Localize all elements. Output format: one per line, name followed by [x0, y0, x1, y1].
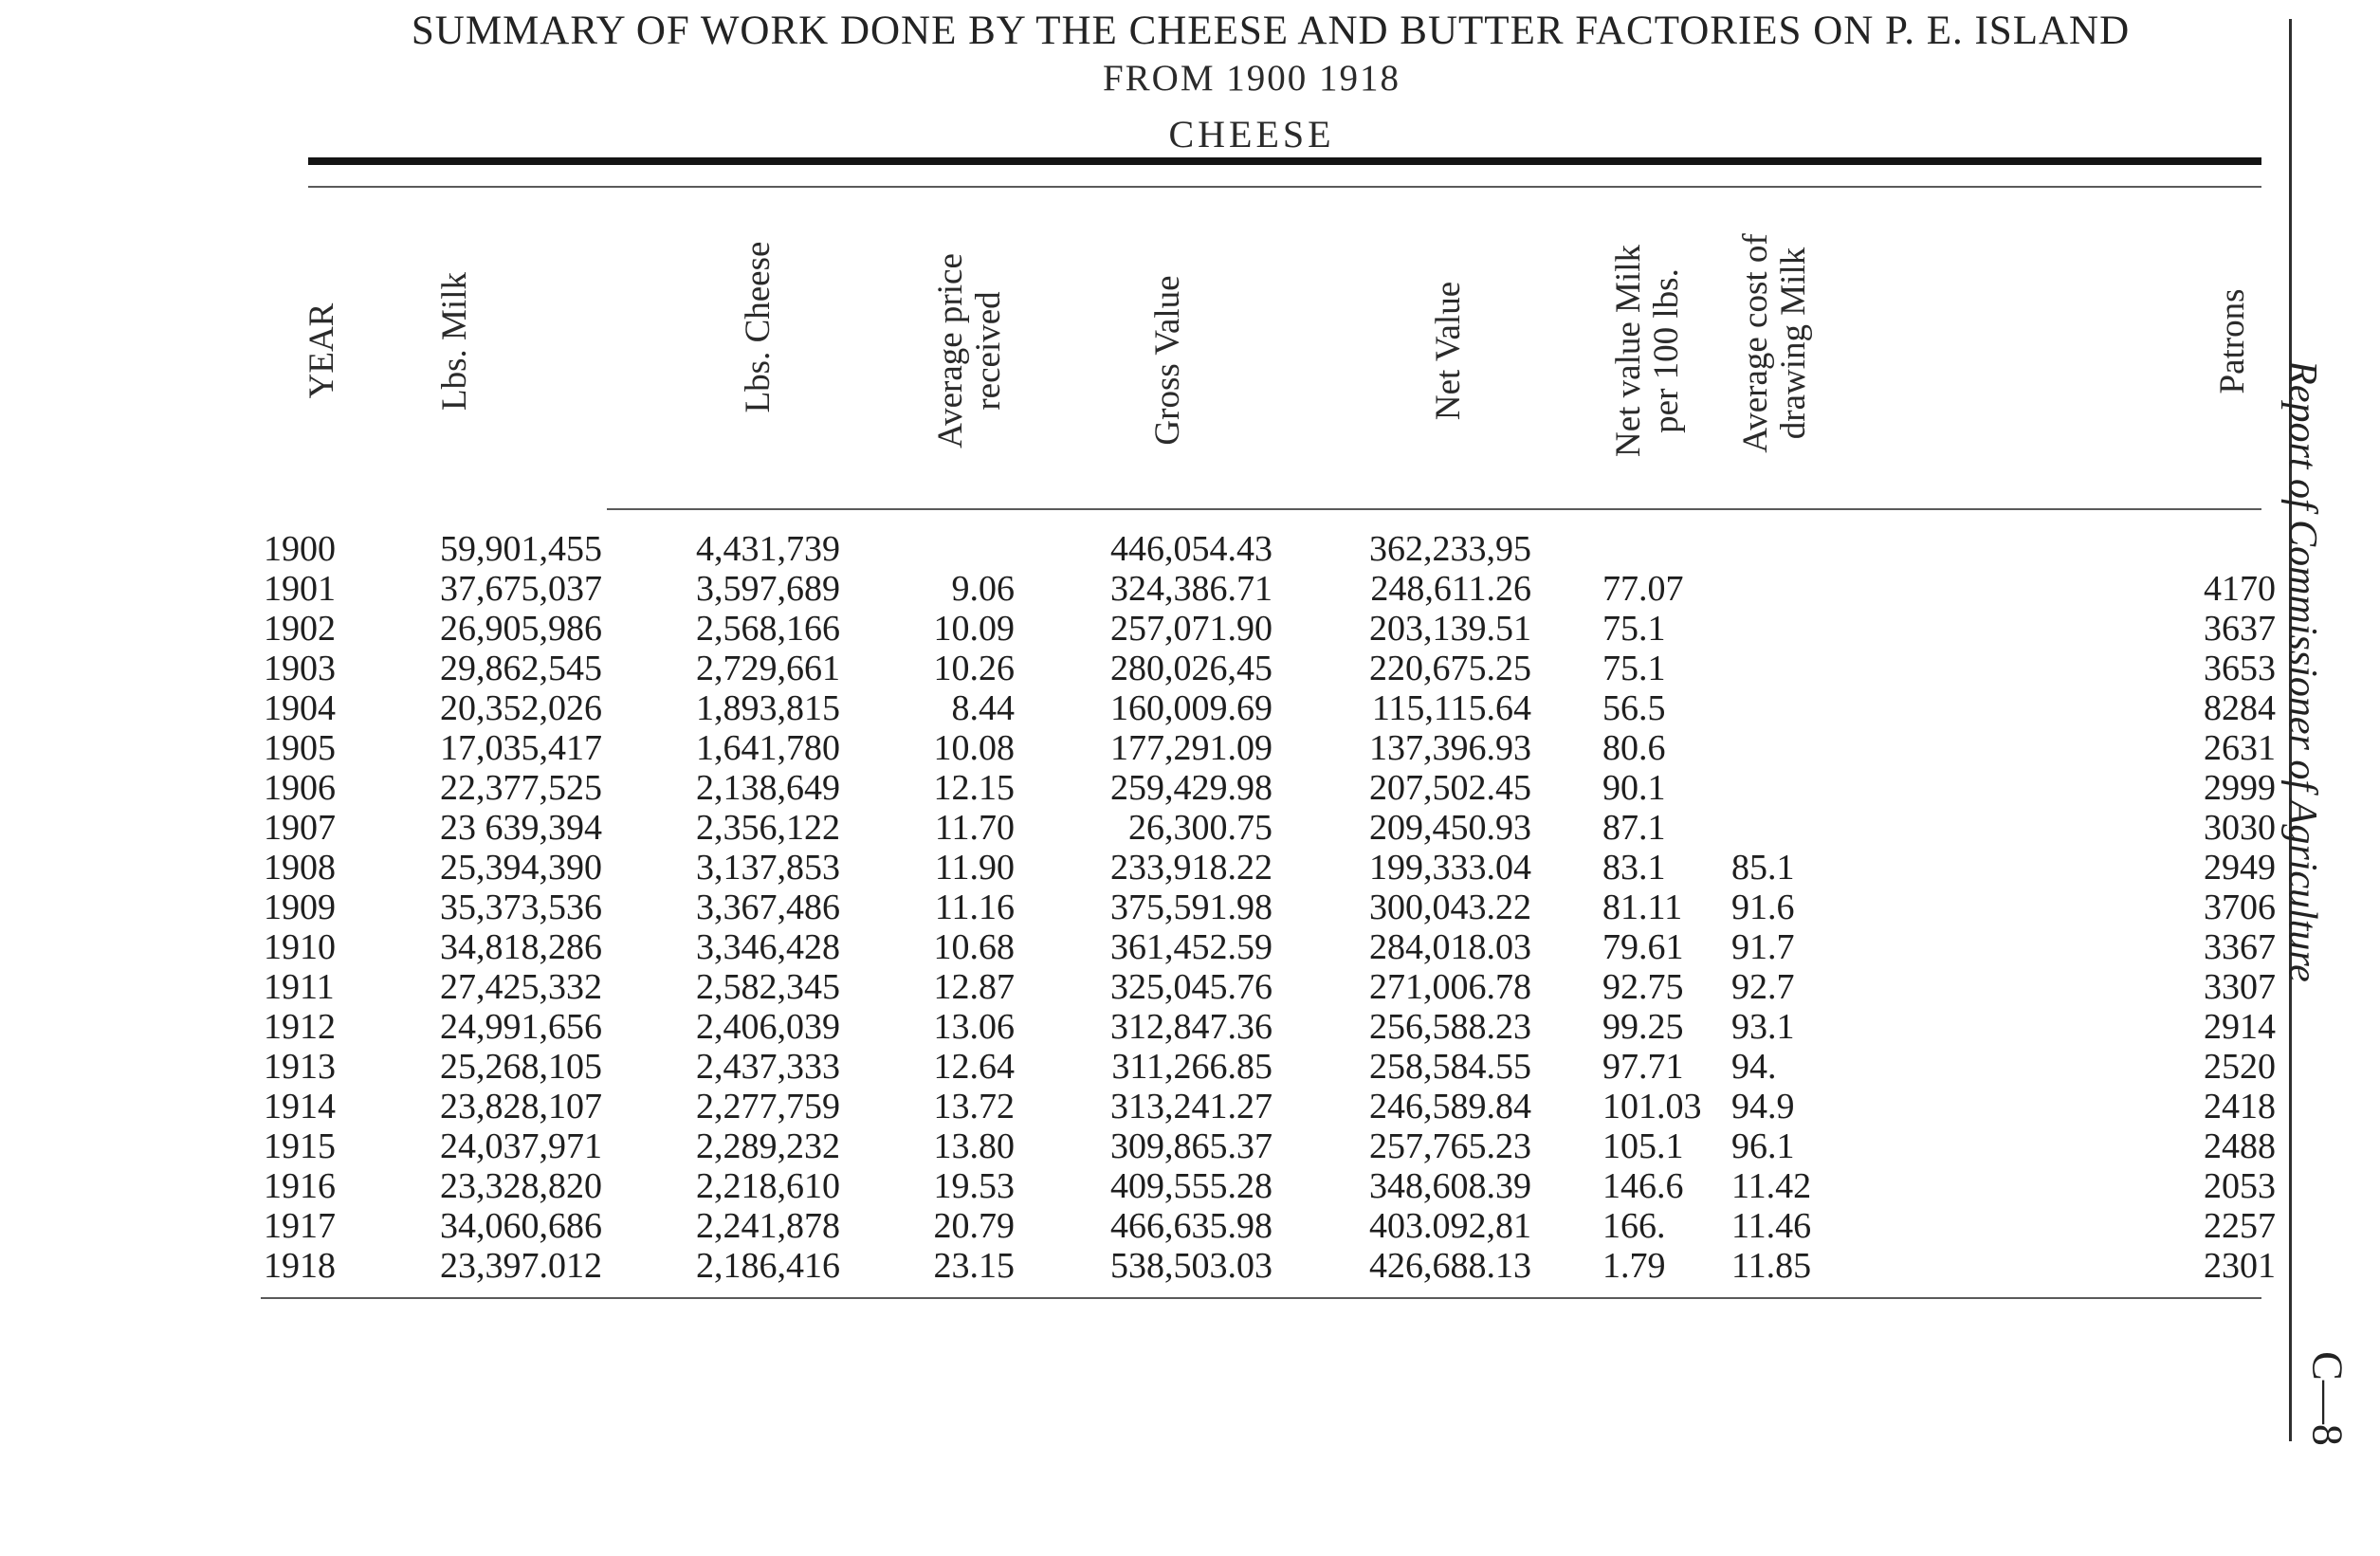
table-row: [0, 1206, 2380, 1246]
cell-average-price: 10.26: [933, 649, 1015, 688]
cell-cost-drawing-milk: 91.6: [1731, 888, 1795, 927]
cell-net-value-per-100: 87.1: [1602, 808, 1666, 848]
cell-patrons: 8284: [2204, 688, 2276, 728]
page-number: C—8: [2303, 1351, 2353, 1446]
cell-lbs-milk: 23,328,820: [440, 1166, 602, 1206]
cell-cost-drawing-milk: 94.9: [1731, 1087, 1795, 1126]
table-row: [0, 1126, 2380, 1166]
table-row: [0, 888, 2380, 927]
cell-net-value: 207,502.45: [1369, 768, 1531, 808]
cell-lbs-cheese: 1,893,815: [696, 688, 840, 728]
cell-gross-value: 26,300.75: [1128, 808, 1272, 848]
cell-lbs-cheese: 2,138,649: [696, 768, 840, 808]
cell-lbs-cheese: 2,218,610: [696, 1166, 840, 1206]
page-title: SUMMARY OF WORK DONE BY THE CHEESE AND BUTTER FACTORIES ON P. E. ISLAND: [411, 9, 2131, 53]
cell-patrons: 2914: [2204, 1007, 2276, 1047]
cell-net-value-per-100: 105.1: [1602, 1126, 1684, 1166]
header-rule-bottom: [607, 508, 2261, 510]
cell-patrons: 2418: [2204, 1087, 2276, 1126]
cell-patrons: 2301: [2204, 1246, 2276, 1286]
cell-net-value-per-100: 75.1: [1602, 609, 1666, 649]
cell-gross-value: 177,291.09: [1110, 728, 1272, 768]
table-row: [0, 808, 2380, 848]
table-row: [0, 529, 2380, 569]
table-row: [0, 848, 2380, 888]
table-row: [0, 967, 2380, 1007]
cell-net-value-per-100: 79.61: [1602, 927, 1684, 967]
cell-gross-value: 309,865.37: [1110, 1126, 1272, 1166]
cell-lbs-cheese: 2,289,232: [696, 1126, 840, 1166]
cell-net-value: 257,765.23: [1369, 1126, 1531, 1166]
cell-net-value-per-100: 83.1: [1602, 848, 1666, 888]
col-header-gross: Gross Value: [1148, 275, 1187, 446]
cell-gross-value: 466,635.98: [1110, 1206, 1272, 1246]
cell-patrons: 3030: [2204, 808, 2276, 848]
cell-patrons: 2488: [2204, 1126, 2276, 1166]
cell-lbs-milk: 24,037,971: [440, 1126, 602, 1166]
col-header-patrons: Patrons: [2213, 288, 2252, 394]
cell-average-price: 8.44: [951, 688, 1015, 728]
table-row: [0, 768, 2380, 808]
col-header-cost: [1737, 233, 1813, 453]
col-header-milk: Lbs. Milk: [435, 272, 474, 411]
cell-net-value-per-100: 77.07: [1602, 569, 1684, 609]
cell-net-value: 256,588.23: [1369, 1007, 1531, 1047]
cell-patrons: 2949: [2204, 848, 2276, 888]
cell-year: 1910: [264, 927, 336, 967]
cell-net-value: 258,584.55: [1369, 1047, 1531, 1087]
cell-lbs-milk: 35,373,536: [440, 888, 602, 927]
table-row: [0, 1007, 2380, 1047]
cell-average-price: 11.16: [934, 888, 1015, 927]
cell-net-value: 137,396.93: [1369, 728, 1531, 768]
cell-gross-value: 257,071.90: [1110, 609, 1272, 649]
cell-patrons: 3637: [2204, 609, 2276, 649]
cell-average-price: 11.70: [934, 808, 1015, 848]
cell-gross-value: 233,918.22: [1110, 848, 1272, 888]
cell-gross-value: 409,555.28: [1110, 1166, 1272, 1206]
cell-lbs-milk: 23,828,107: [440, 1087, 602, 1126]
cell-average-price: 10.08: [933, 728, 1015, 768]
cell-lbs-milk: 25,394,390: [440, 848, 602, 888]
cell-net-value: 248,611.26: [1370, 569, 1531, 609]
cell-lbs-cheese: 2,186,416: [696, 1246, 840, 1286]
cell-patrons: 2520: [2204, 1047, 2276, 1087]
cell-average-price: 12.87: [933, 967, 1015, 1007]
col-header-net100: [1610, 245, 1686, 457]
cell-lbs-cheese: 1,641,780: [696, 728, 840, 768]
cell-lbs-cheese: 3,346,428: [696, 927, 840, 967]
cell-year: 1915: [264, 1126, 336, 1166]
cell-average-price: 12.15: [933, 768, 1015, 808]
cell-net-value-per-100: 56.5: [1602, 688, 1666, 728]
cell-gross-value: 446,054.43: [1110, 529, 1272, 569]
col-header-year: YEAR: [302, 302, 341, 399]
cell-year: 1907: [264, 808, 336, 848]
cell-net-value-per-100: 1.79: [1602, 1246, 1666, 1286]
cell-net-value: 348,608.39: [1369, 1166, 1531, 1206]
table-row: [0, 569, 2380, 609]
col-header-price-line1: Average price: [931, 253, 970, 448]
table-row: [0, 609, 2380, 649]
cell-net-value: 271,006.78: [1369, 967, 1531, 1007]
cell-cost-drawing-milk: 96.1: [1731, 1126, 1795, 1166]
cell-cost-drawing-milk: 92.7: [1731, 967, 1795, 1007]
cell-lbs-milk: 27,425,332: [440, 967, 602, 1007]
cell-cost-drawing-milk: 11.46: [1731, 1206, 1812, 1246]
cell-net-value: 199,333.04: [1369, 848, 1531, 888]
cell-average-price: 10.68: [933, 927, 1015, 967]
cell-net-value: 426,688.13: [1369, 1246, 1531, 1286]
table-row: [0, 688, 2380, 728]
cell-cost-drawing-milk: 94.: [1731, 1047, 1777, 1087]
cell-gross-value: 312,847.36: [1110, 1007, 1272, 1047]
cell-year: 1904: [264, 688, 336, 728]
cell-net-value: 209,450.93: [1369, 808, 1531, 848]
cell-gross-value: 361,452.59: [1110, 927, 1272, 967]
cell-year: 1914: [264, 1087, 336, 1126]
cell-lbs-cheese: 4,431,739: [696, 529, 840, 569]
col-header-cheese: Lbs. Cheese: [739, 241, 778, 413]
cell-year: 1902: [264, 609, 336, 649]
cell-gross-value: 259,429.98: [1110, 768, 1272, 808]
cell-year: 1901: [264, 569, 336, 609]
table-row: [0, 649, 2380, 688]
header-rule-top: [308, 157, 2261, 165]
cell-patrons: 3367: [2204, 927, 2276, 967]
cell-gross-value: 375,591.98: [1110, 888, 1272, 927]
cell-net-value: 246,589.84: [1369, 1087, 1531, 1126]
cell-year: 1911: [264, 967, 335, 1007]
cell-net-value: 115,115.64: [1371, 688, 1531, 728]
header-rule-top-thin: [308, 186, 2261, 188]
table-row: [0, 927, 2380, 967]
cell-gross-value: 313,241.27: [1110, 1087, 1272, 1126]
cell-lbs-milk: 34,060,686: [440, 1206, 602, 1246]
col-header-price-line2: received: [969, 291, 1008, 411]
cell-year: 1909: [264, 888, 336, 927]
cell-net-value-per-100: 75.1: [1602, 649, 1666, 688]
cell-net-value: 403.092,81: [1369, 1206, 1531, 1246]
cell-average-price: 13.80: [933, 1126, 1015, 1166]
col-header-net100-line2: per 100 lbs.: [1647, 268, 1686, 433]
cell-lbs-milk: 59,901,455: [440, 529, 602, 569]
cell-patrons: 4170: [2204, 569, 2276, 609]
cell-year: 1906: [264, 768, 336, 808]
cell-lbs-milk: 17,035,417: [440, 728, 602, 768]
cell-lbs-cheese: 3,597,689: [696, 569, 840, 609]
cell-net-value-per-100: 90.1: [1602, 768, 1666, 808]
cell-net-value: 362,233,95: [1369, 529, 1531, 569]
cell-average-price: 13.06: [933, 1007, 1015, 1047]
cell-patrons: 3706: [2204, 888, 2276, 927]
cell-gross-value: 311,266.85: [1111, 1047, 1272, 1087]
cell-year: 1917: [264, 1206, 336, 1246]
cell-year: 1916: [264, 1166, 336, 1206]
cell-net-value: 284,018.03: [1369, 927, 1531, 967]
col-header-price: [932, 253, 1008, 448]
cell-lbs-cheese: 3,367,486: [696, 888, 840, 927]
cell-cost-drawing-milk: 11.85: [1731, 1246, 1812, 1286]
cell-net-value-per-100: 81.11: [1602, 888, 1683, 927]
cell-gross-value: 325,045.76: [1110, 967, 1272, 1007]
cell-net-value-per-100: 92.75: [1602, 967, 1684, 1007]
cell-average-price: 12.64: [933, 1047, 1015, 1087]
cell-lbs-cheese: 2,437,333: [696, 1047, 840, 1087]
cell-lbs-cheese: 2,568,166: [696, 609, 840, 649]
cell-cost-drawing-milk: 91.7: [1731, 927, 1795, 967]
cell-lbs-milk: 26,905,986: [440, 609, 602, 649]
cell-lbs-cheese: 2,277,759: [696, 1087, 840, 1126]
cell-lbs-cheese: 3,137,853: [696, 848, 840, 888]
cell-lbs-cheese: 2,356,122: [696, 808, 840, 848]
cell-net-value-per-100: 80.6: [1602, 728, 1666, 768]
cell-gross-value: 324,386.71: [1110, 569, 1272, 609]
col-header-cost-line1: Average cost of: [1736, 233, 1775, 453]
cell-average-price: 20.79: [933, 1206, 1015, 1246]
cell-lbs-milk: 22,377,525: [440, 768, 602, 808]
cell-patrons: 3653: [2204, 649, 2276, 688]
cell-average-price: 23.15: [933, 1246, 1015, 1286]
cell-lbs-milk: 24,991,656: [440, 1007, 602, 1047]
cell-year: 1918: [264, 1246, 336, 1286]
cell-lbs-milk: 23,397.012: [440, 1246, 602, 1286]
table-row: [0, 728, 2380, 768]
cell-gross-value: 538,503.03: [1110, 1246, 1272, 1286]
cell-patrons: 2999: [2204, 768, 2276, 808]
table-row: [0, 1087, 2380, 1126]
cell-patrons: 2053: [2204, 1166, 2276, 1206]
table-bottom-rule: [261, 1297, 2261, 1299]
cell-lbs-milk: 29,862,545: [440, 649, 602, 688]
cell-year: 1905: [264, 728, 336, 768]
table-row: [0, 1047, 2380, 1087]
cell-year: 1908: [264, 848, 336, 888]
cell-net-value-per-100: 97.71: [1602, 1047, 1684, 1087]
cell-net-value-per-100: 101.03: [1602, 1087, 1702, 1126]
cell-gross-value: 160,009.69: [1110, 688, 1272, 728]
cell-patrons: 2631: [2204, 728, 2276, 768]
cell-lbs-milk: 20,352,026: [440, 688, 602, 728]
cell-lbs-cheese: 2,582,345: [696, 967, 840, 1007]
table-row: [0, 1166, 2380, 1206]
cell-year: 1900: [264, 529, 336, 569]
cell-net-value: 300,043.22: [1369, 888, 1531, 927]
cell-lbs-milk: 23 639,394: [440, 808, 602, 848]
section-heading: CHEESE: [1168, 113, 1335, 156]
cell-lbs-milk: 25,268,105: [440, 1047, 602, 1087]
col-header-net100-line1: Net value Milk: [1609, 244, 1648, 458]
cell-net-value-per-100: 146.6: [1602, 1166, 1684, 1206]
cell-lbs-cheese: 2,406,039: [696, 1007, 840, 1047]
cell-year: 1903: [264, 649, 336, 688]
cell-average-price: 9.06: [951, 569, 1015, 609]
cell-patrons: 3307: [2204, 967, 2276, 1007]
cell-net-value-per-100: 166.: [1602, 1206, 1666, 1246]
cell-year: 1912: [264, 1007, 336, 1047]
col-header-cost-line2: drawing Milk: [1774, 247, 1813, 440]
cell-year: 1913: [264, 1047, 336, 1087]
cell-lbs-milk: 37,675,037: [440, 569, 602, 609]
cell-average-price: 13.72: [933, 1087, 1015, 1126]
cell-average-price: 10.09: [933, 609, 1015, 649]
col-header-net: Net Value: [1429, 281, 1468, 421]
cell-average-price: 19.53: [933, 1166, 1015, 1206]
cell-cost-drawing-milk: 85.1: [1731, 848, 1795, 888]
cell-patrons: 2257: [2204, 1206, 2276, 1246]
cell-lbs-cheese: 2,241,878: [696, 1206, 840, 1246]
cell-lbs-cheese: 2,729,661: [696, 649, 840, 688]
cell-average-price: 11.90: [934, 848, 1015, 888]
cell-cost-drawing-milk: 11.42: [1731, 1166, 1812, 1206]
cell-lbs-milk: 34,818,286: [440, 927, 602, 967]
cell-cost-drawing-milk: 93.1: [1731, 1007, 1795, 1047]
cell-net-value-per-100: 99.25: [1602, 1007, 1684, 1047]
cell-gross-value: 280,026,45: [1110, 649, 1272, 688]
running-title: Report of Commissioner of Agriculture: [2280, 360, 2324, 982]
page-subtitle: FROM 1900 1918: [1102, 58, 1401, 99]
table-row: [0, 1246, 2380, 1286]
cell-net-value: 203,139.51: [1369, 609, 1531, 649]
cell-net-value: 220,675.25: [1369, 649, 1531, 688]
